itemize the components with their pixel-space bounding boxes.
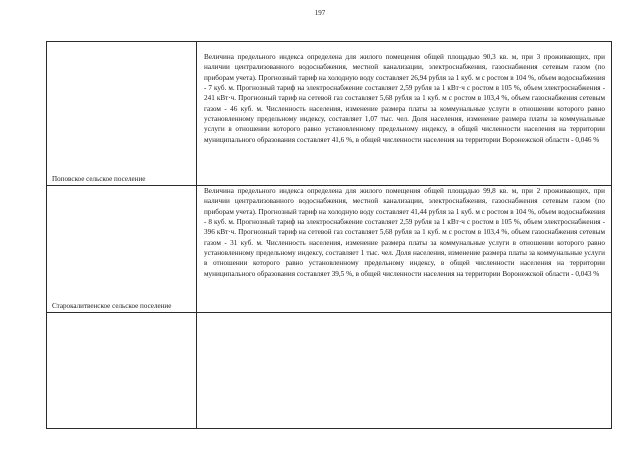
table-row bbox=[47, 186, 612, 313]
page-number: 197 bbox=[314, 9, 326, 17]
settlement-name-cell bbox=[47, 186, 197, 313]
settlement-name: Поповское сельское поселение bbox=[52, 175, 146, 183]
table-row bbox=[47, 42, 612, 186]
empty-name-cell bbox=[47, 313, 197, 429]
table-row bbox=[47, 313, 612, 429]
empty-description-cell bbox=[197, 313, 612, 429]
index-description-cell bbox=[197, 186, 612, 313]
settlement-name: Старокалитвенское сельское поселение bbox=[52, 302, 172, 310]
index-description: Величина предельного индекса определена для жилого помещения общей площадью 90,3 кв. м, при 3 проживающих, при наличии централизованного водоснабжения, местной канализации, электроснабжения, газоснабжения сетевым газом (по приборам учета). Прогнозный тариф на холодную воду составляет 26,94 рубля за 1 куб. м с ростом в 104 %, объем водоснабжения - 7 куб. м. Прогнозный тариф на электроснабжение составляет 2,59 рубля за 1 кВт·ч с ростом в 105 %, объем электроснабжения - 241 кВт·ч. Прогнозный тариф на сетевой газ составляет 5,68 рубля за 1 куб. м с ростом в 103,4 %, объем газоснабжения сетевым газом - 46 куб. м. Численность населения, изменение размера платы за коммунальные услуги в отношении которого равно установленному предельному индексу, составляет 1,07 тыс. чел. Доля населения, изменение размера платы за коммунальные услуги в отношении которого равно установленному предельному индексу, в общей численности населения на территории муниципального образования составляет 41,6 %, в общей численности населения на территории Воронежской области - 0,046 % bbox=[204, 53, 605, 144]
index-description: Величина предельного индекса определена для жилого помещения общей площадью 99,8 кв. м, при 2 проживающих, при наличии централизованного водоснабжения, местной канализации, электроснабжения, газоснабжения сетевым газом (по приборам учета). Прогнозный тариф на холодную воду составляет 41,44 рубля за 1 куб. м с ростом в 104 %, объем водоснабжения - 8 куб. м. Прогнозный тариф на электроснабжение составляет 2,59 рубля за 1 кВт·ч с ростом в 105 %, объем электроснабжения - 396 кВт·ч. Прогнозный тариф на сетевой газ составляет 5,68 рубля за 1 куб. м с ростом в 103,4 %, объем газоснабжения сетевым газом - 31 куб. м. Численность населения, изменение размера платы за коммунальные услуги в отношении которого равно установленному предельному индексу, составляет 1 тыс. чел. Доля населения, изменение размера платы за коммунальные услуги в отношении которого равно установленному предельному индексу, в общей численности населения на территории муниципального образования составляет 39,5 %, в общей численности населения на территории Воронежской области - 0,043 % bbox=[204, 187, 605, 278]
index-description-cell bbox=[197, 42, 612, 186]
settlement-name-cell bbox=[47, 42, 197, 186]
settlements-table bbox=[46, 41, 612, 429]
